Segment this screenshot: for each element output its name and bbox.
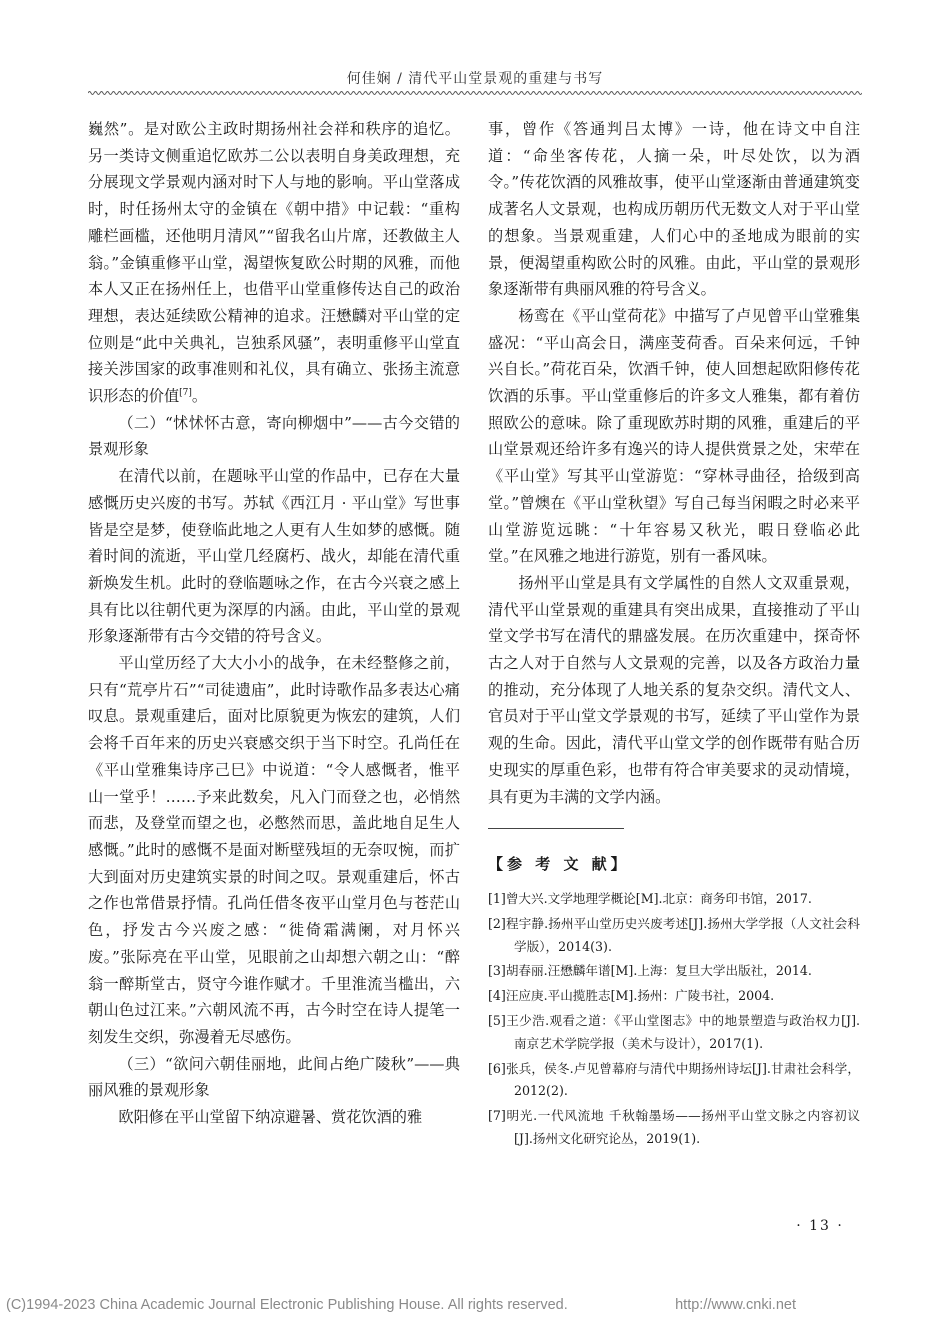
- page-number: · 13 ·: [796, 1218, 844, 1234]
- right-paragraph-1: 事，曾作《答通判吕太博》一诗，他在诗文中自注道：“命坐客传花，人摘一朵，叶尽处饮，以为酒令。”传花饮酒的风雅故事，使平山堂逐渐由普通建筑变成著名人文景观，也构成历朝历代无数文人对于平山堂的想象。当景观重建，人们心中的圣地成为眼前的实景，便渴望重构欧公时的风雅。由此，平山堂的景观形象逐渐带有典丽风雅的符号含义。: [488, 120, 860, 299]
- footer-url[interactable]: http://www.cnki.net: [675, 1297, 796, 1313]
- footer: [6, 1297, 946, 1313]
- reference-item: [5]王少浩.观看之道：《平山堂图志》中的地景塑造与政治权力[J].南京艺术学院学报（美术与设计），2017(1).: [488, 1012, 860, 1051]
- reference-item: [1]曾大兴.文学地理学概论[M].北京：商务印书馆，2017.: [488, 890, 812, 906]
- left-paragraph-1: 巍然”。是对欧公主政时期扬州社会祥和秩序的追忆。另一类诗文侧重追忆欧苏二公以表明自身美政理想，充分展现文学景观内涵对时下人与地的影响。平山堂落成时，时任扬州太守的金镇在《朝中措》中记载：“重构雕栏画槛，还他明月清风”“留我名山片席，还教做主人翁。”金镇重修平山堂，渴望恢复欧公时期的风雅，而他本人又正在扬州任上，也借平山堂重修传达自己的政治理想，表达延续欧公精神的追求。汪懋麟对平山堂的定位则是“此中关典礼，岂独系风骚”，表明重修平山堂直接关涉国家的政事准则和礼仪，具有确立、张扬主流意识形态的价值[7]。: [88, 120, 460, 406]
- reference-item: [6]张兵，侯冬.卢见曾幕府与清代中期扬州诗坛[J].甘肃社会科学，2012(2).: [488, 1060, 860, 1099]
- section-heading-2: （二）“怵怵怀古意，寄向柳烟中”——古今交错的景观形象: [88, 413, 460, 459]
- left-column: [88, 116, 460, 1131]
- left-paragraph-3: 平山堂历经了大大小小的战争，在未经整修之前，只有“荒亭片石”“司徒遗庙”，此时诗歌作品多表达心痛叹息。景观重建后，面对比原貌更为恢宏的建筑，人们会将千百年来的历史兴衰感交织于当下时空。孔尚任在《平山堂雅集诗序己巳》中说道：“令人感慨者，惟平山一堂乎！……予来此数矣，凡入门而登之也，必悄然而悲，及登堂而望之也，必憋然而思，盖此地自足生人感慨。”此时的感慨不是面对断壁残垣的无奈叹惋，而扩大到面对历史建筑实景的时间之叹。景观重建后，怀古之作也常借景抒情。孔尚任借冬夜平山堂月色与苍茫山色，抒发古今兴废之感：“徙倚霜满阑，对月怀兴废。”张际亮在平山堂，见眼前之山却想六朝之山：“醉翁一醉斯堂古，贤守今谁作赋才。千里淮流当槛出，六朝山色过江来。”六朝风流不再，古今时空在诗人提笔一刻发生交织，弥漫着无尽感伤。: [88, 654, 460, 1046]
- header-wavy-rule: [88, 88, 862, 98]
- left-paragraph-2: 在清代以前，在题咏平山堂的作品中，已存在大量感慨历史兴废的书写。苏轼《西江月 · 平山堂》写世事皆是空是梦，使登临此地之人更有人生如梦的感慨。随着时间的流逝，平山堂几经腐朽、战火，却能在清代重新焕发生机。此时的登临题咏之作，在古今兴衰之感上具有比以往朝代更为深厚的内涵。由此，平山堂的景观形象逐渐带有古今交错的符号含义。: [88, 467, 460, 646]
- citation-7: [7]: [179, 387, 192, 398]
- references-divider: [488, 828, 624, 829]
- running-header: 何佳娴 / 清代平山堂景观的重建与书写: [346, 71, 604, 87]
- section-heading-3: （三）“欲问六朝佳丽地，此间占绝广陵秋”——典丽风雅的景观形象: [88, 1054, 460, 1100]
- reference-item: [2]程宇静.扬州平山堂历史兴废考述[J].扬州大学学报（人文社会科学版），2014(3).: [488, 915, 860, 954]
- references-list: [488, 888, 860, 1151]
- reference-item: [3]胡春丽.汪懋麟年谱[M].上海：复旦大学出版社，2014.: [488, 963, 812, 979]
- reference-item: [4]汪应庚.平山揽胜志[M].扬州：广陵书社，2004.: [488, 988, 775, 1004]
- left-paragraph-4: 欧阳修在平山堂留下纳凉避暑、赏花饮酒的雅: [118, 1108, 423, 1127]
- right-paragraph-2: 杨鸾在《平山堂荷花》中描写了卢见曾平山堂雅集盛况：“平山高会日，满座芰荷香。百朵来何远，千钟兴自长。”荷花百朵，饮酒千钟，使人回想起欧阳修传花饮酒的乐事。平山堂重修后的许多文人雅集，都有着仿照欧公的意味。除了重现欧苏时期的风雅，重建后的平山堂景观还给许多有逸兴的诗人提供赏景之处，宋荦在《平山堂》写其平山堂游览：“穿林寻曲径，拾级到高堂。”曾燠在《平山堂秋望》写自己每当闲暇之时必来平山堂游览远眺：“十年容易又秋光，暇日登临必此堂。”在风雅之地进行游览，别有一番风味。: [488, 306, 860, 566]
- footer-copyright: (C)1994-2023 China Academic Journal Electronic Publishing House. All rights reserved.: [6, 1297, 568, 1313]
- references-title: 【参 考 文 献】: [488, 855, 630, 874]
- right-column: [488, 116, 860, 1153]
- reference-item: [7]明光.一代风流地 千秋翰墨场——扬州平山堂文脉之内容初议[J].扬州文化研究论丛，2019(1).: [488, 1108, 860, 1146]
- right-paragraph-3: 扬州平山堂是具有文学属性的自然人文双重景观，清代平山堂景观的重建具有突出成果，直接推动了平山堂文学书写在清代的鼎盛发展。在历次重建中，探奇怀古之人对于自然与人文景观的完善，以及各方政治力量的推动，充分体现了人地关系的复杂交织。清代文人、官员对于平山堂文学景观的书写，延续了平山堂作为景观的生命。因此，清代平山堂文学的创作既带有贴合历史现实的厚重色彩，也带有符合审美要求的灵动情境，具有更为丰满的文学内涵。: [488, 573, 860, 806]
